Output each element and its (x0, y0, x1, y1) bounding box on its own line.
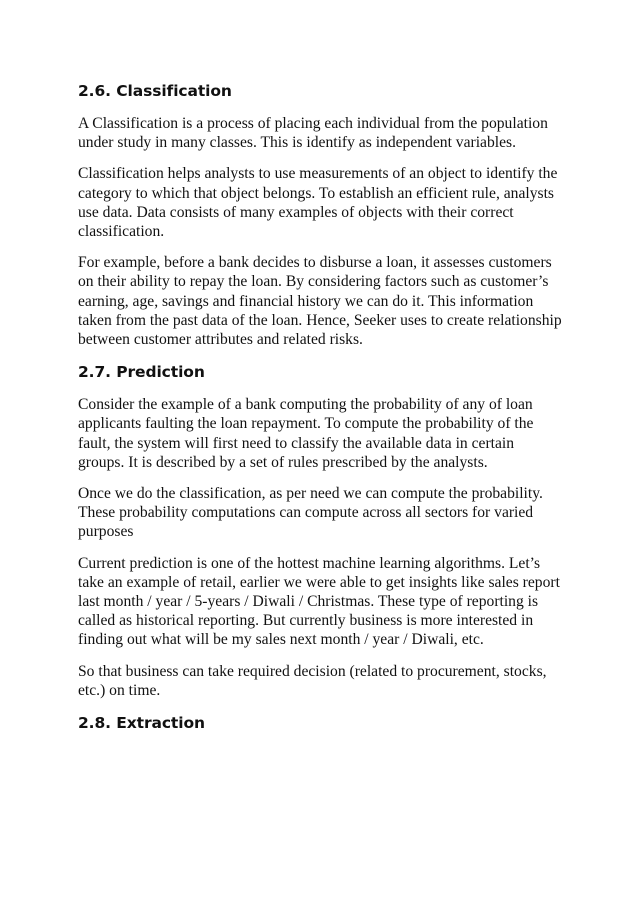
paragraph: Current prediction is one of the hottest machine learning algorithms. Let’s take an example of retail, earlier we were able to get insights like sales report last month / year / 5-years / Diwali / Christmas. These type of reporting is called as historical reporting. But currently business is more interested in finding out what will be my sales next month / year / Diwali, etc. (78, 554, 560, 649)
section-heading: 2.6. Classification (78, 82, 232, 100)
paragraph: Once we do the classification, as per need we can compute the probability. These probability computations can compute across all sectors for varied purposes (78, 485, 543, 541)
paragraph: A Classification is a process of placing each individual from the population under study in many classes. This is identify as independent variables. (78, 115, 548, 152)
section-prediction (78, 361, 564, 700)
section-heading: 2.8. Extraction (78, 714, 205, 733)
paragraph: Consider the example of a bank computing the probability of any of loan applicants faulting the loan repayment. To compute the probability of the fault, the system will first need to classify the available data in certain groups. It is described by a set of rules prescribed by the analysts. (78, 396, 534, 471)
paragraph: For example, before a bank decides to disburse a loan, it assesses customers on their ability to repay the loan. By considering factors such as customer’s earning, age, savings and financial history we can do it. This information taken from the past data of the loan. Hence, Seeker uses to create relationship between customer attributes and related risks. (78, 254, 562, 349)
paragraph: So that business can take required decision (related to procurement, stocks, etc.) on time. (78, 662, 547, 699)
paragraph: Classification helps analysts to use measurements of an object to identify the category to which that object belongs. To establish an efficient rule, analysts use data. Data consists of many examples of objects with their correct classification. (78, 165, 558, 241)
section-extraction (78, 712, 564, 734)
section-classification (78, 80, 564, 349)
document-page (78, 80, 564, 746)
section-heading: 2.7. Prediction (78, 363, 205, 382)
